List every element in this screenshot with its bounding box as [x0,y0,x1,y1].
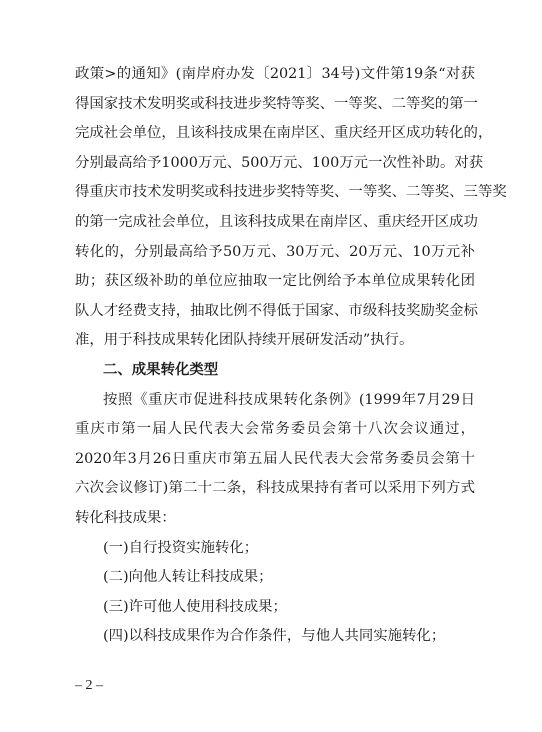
text-line: 按照《重庆市促进科技成果转化条例》(1999年7月29日 [103,391,475,408]
text-line: 完成社会单位，且该科技成果在南岸区、重庆经开区成功转化的， [75,125,493,142]
text-line: 准，用于科技成果转化团队持续开展研发活动”执行。 [75,332,414,349]
list-item: (一)自行投资实施转化； [103,539,259,556]
text-line: 转化的，分别最高给予50万元、30万元、20万元、10万元补 [75,243,475,260]
list-item: (四)以科技成果作为合作条件，与他人共同实施转化； [103,628,446,645]
text-line: 得国家技术发明奖或科技进步奖特等奖、一等奖、二等奖的第一 [75,95,478,112]
text-line: 的第一完成社会单位，且该科技成果在南岸区、重庆经开区成功 [75,213,478,230]
text-line: 转化科技成果： [75,509,176,526]
conversion-method-list [75,534,475,652]
text-line: 六次会议修订)第二十二条，科技成果持有者可以采用下列方式 [75,480,475,497]
text-line: 政策>的通知》(南岸府办发〔2021〕34号)文件第19条“对获 [75,66,475,82]
text-line: 助；获区级补助的单位应抽取一定比例给予本单位成果转化团 [75,273,475,290]
text-line: 重庆市第一届人民代表大会常务委员会第十八次会议通过， [75,421,475,438]
section-heading: 二、成果转化类型 [103,361,219,378]
list-item: (三)许可他人使用科技成果； [103,598,287,615]
page-number: – 2 – [75,678,103,693]
paragraph-conversion-types [75,386,475,534]
text-line: 2020年3月26日重庆市第五届人民代表大会常务委员会第十 [75,450,475,467]
text-line: 分别最高给予1000万元、500万元、100万元一次性补助。对获 [75,154,484,171]
list-item: (二)向他人转让科技成果； [103,569,273,586]
text-line: 队人才经费支持，抽取比例不得低于国家、市级科技奖励奖金标 [75,302,478,319]
paragraph-policy-reward [75,60,507,356]
page-body [75,60,507,652]
text-line: 得重庆市技术发明奖或科技进步奖特等奖、一等奖、二等奖、三等奖 [75,184,507,201]
